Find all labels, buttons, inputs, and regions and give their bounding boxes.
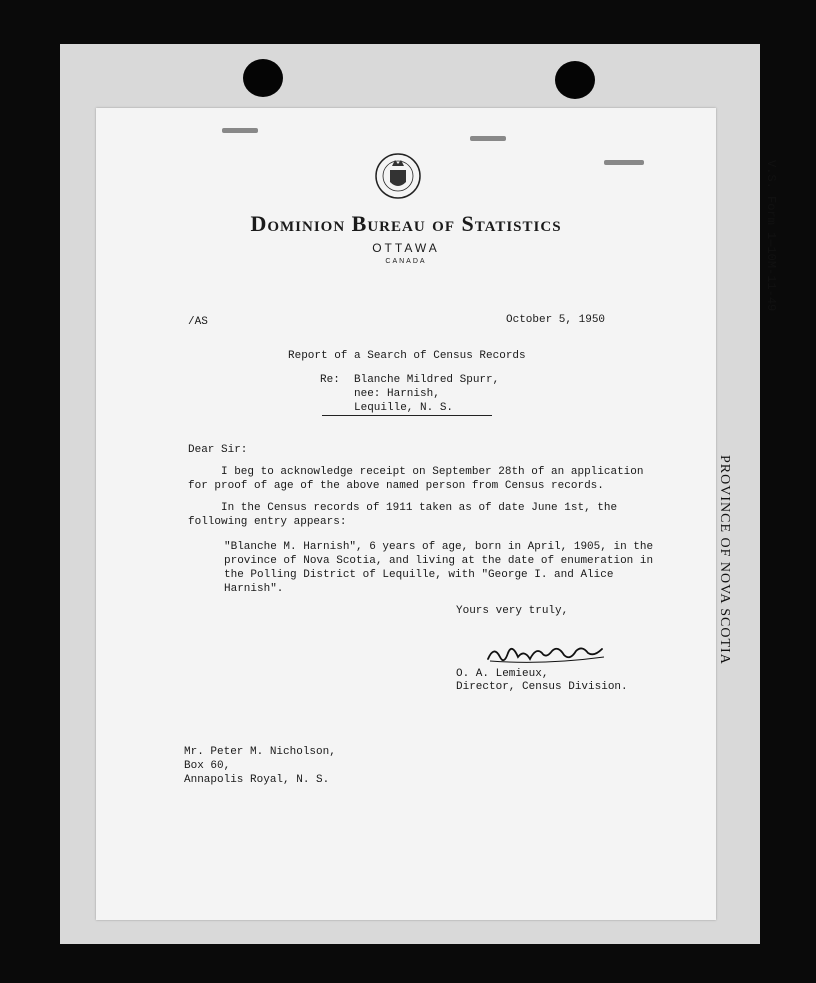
organization-name: Dominion Bureau of Statistics — [250, 211, 562, 236]
re-underline — [322, 415, 492, 416]
staple-mark — [470, 136, 506, 141]
form-code: V.S. Form 1—10M-11-49 — [764, 160, 778, 312]
punch-hole — [555, 61, 595, 99]
punch-hole — [243, 59, 283, 97]
city-name: OTTAWA — [372, 241, 440, 255]
paragraph-census-entry: In the Census records of 1911 taken as of date June 1st, the following entry appears: — [188, 502, 618, 528]
crest-seal-icon — [374, 146, 422, 202]
staple-mark — [604, 160, 644, 165]
closing: Yours very truly, — [456, 605, 569, 617]
signature — [484, 639, 610, 669]
subject-line: Report of a Search of Census Records — [288, 350, 526, 362]
signer-name: O. A. Lemieux, — [456, 668, 549, 680]
letter-date: October 5, 1950 — [506, 314, 606, 326]
re-label: Re: — [320, 374, 340, 386]
re-maiden-name: nee: Harnish, — [354, 388, 440, 400]
signer-title: Director, Census Division. — [456, 681, 628, 693]
letter-sheet — [96, 108, 716, 920]
re-name: Blanche Mildred Spurr, — [354, 374, 500, 386]
recipient-name: Mr. Peter M. Nicholson, — [184, 746, 336, 758]
recipient-box: Box 60, — [184, 760, 231, 772]
country-name: CANADA — [385, 258, 427, 265]
recipient-city: Annapolis Royal, N. S. — [184, 774, 330, 786]
re-place: Lequille, N. S. — [354, 402, 454, 414]
reference-initials: /AS — [188, 316, 208, 328]
province-label: PROVINCE OF NOVA SCOTIA — [717, 455, 732, 665]
salutation: Dear Sir: — [188, 444, 248, 456]
staple-mark — [222, 128, 258, 133]
paragraph-acknowledgement: I beg to acknowledge receipt on September 28th of an application for proof of age of the above named person from Census records. — [188, 466, 644, 492]
census-quote: "Blanche M. Harnish", 6 years of age, born in April, 1905, in the province of Nova Scotia, and living at the date of enumeration in the Polling District of Lequille, with "George I. and Alice Harnish". — [224, 541, 654, 595]
